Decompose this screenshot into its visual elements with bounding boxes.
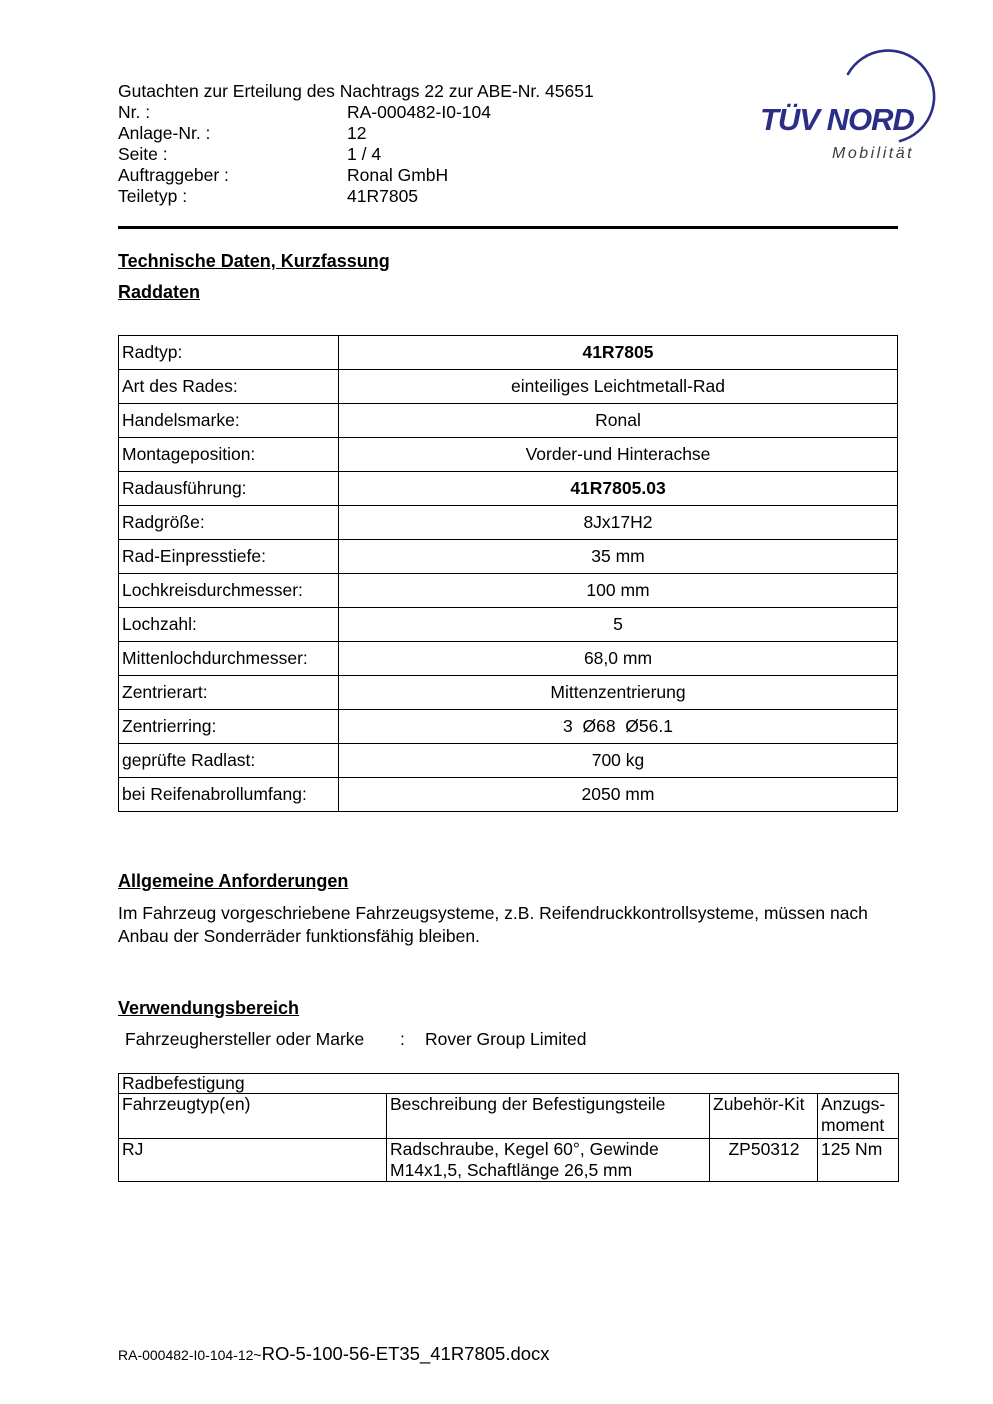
- table-row: [119, 506, 898, 540]
- row-label-cell: Art des Rades:: [119, 370, 339, 404]
- row-label-cell: Zentrierart:: [119, 676, 339, 710]
- cell-zubehoer-kit: ZP50312: [710, 1139, 818, 1182]
- table-row: [119, 642, 898, 676]
- logo-wordmark: TÜV NORD: [760, 102, 914, 137]
- row-label-cell: Lochkreisdurchmesser:: [119, 574, 339, 608]
- header-field-nr: [118, 102, 594, 123]
- row-label-cell: Zentrierring:: [119, 710, 339, 744]
- general-requirements-text: Im Fahrzeug vorgeschriebene Fahrzeugsysteme, z.B. Reifendruckkontrollsysteme, müssen nach Anbau der Sonderräder funktionsfähig bleiben.: [118, 903, 868, 946]
- fastening-caption-row: [119, 1074, 899, 1094]
- row-label-cell: geprüfte Radlast:: [119, 744, 339, 778]
- field-value: RA-000482-I0-104: [347, 102, 491, 122]
- row-value-cell: 8Jx17H2: [339, 506, 898, 540]
- row-label-cell: bei Reifenabrollumfang:: [119, 778, 339, 812]
- header-field-seite: [118, 144, 594, 165]
- row-value-cell: Ronal: [339, 404, 898, 438]
- usage-label: Fahrzeughersteller oder Marke: [125, 1029, 365, 1049]
- table-row: [119, 336, 898, 370]
- footer-filename: RO-5-100-56-ET35_41R7805.docx: [261, 1343, 550, 1364]
- field-label: Nr. :: [118, 102, 151, 122]
- fastening-header-row: [119, 1094, 899, 1139]
- row-label-cell: Radtyp:: [119, 336, 339, 370]
- cell-anzugsmoment: 125 Nm: [818, 1139, 899, 1182]
- row-label-cell: Mittenlochdurchmesser:: [119, 642, 339, 676]
- row-value-cell: 68,0 mm: [339, 642, 898, 676]
- header-field-anlage: [118, 123, 594, 144]
- row-value-cell: Mittenzentrierung: [339, 676, 898, 710]
- table-row: [119, 472, 898, 506]
- table-row: [119, 608, 898, 642]
- row-value-cell: Vorder-und Hinterachse: [339, 438, 898, 472]
- row-value-cell: 5: [339, 608, 898, 642]
- wheel-data-table: [118, 335, 898, 812]
- fastening-data-row: [119, 1139, 899, 1182]
- row-label-cell: Handelsmarke:: [119, 404, 339, 438]
- table-row: [119, 710, 898, 744]
- usage-colon: :: [400, 1029, 405, 1049]
- tuev-nord-logo: [752, 48, 952, 173]
- fastening-caption: Radbefestigung: [119, 1074, 899, 1094]
- row-value-cell: 700 kg: [339, 744, 898, 778]
- row-value-cell: 41R7805: [339, 336, 898, 370]
- field-value: 41R7805: [347, 186, 419, 206]
- row-value-cell: 100 mm: [339, 574, 898, 608]
- row-value-cell: 2050 mm: [339, 778, 898, 812]
- header-field-auftraggeber: [118, 165, 594, 186]
- field-label: Seite :: [118, 144, 168, 164]
- field-label: Auftraggeber :: [118, 165, 229, 185]
- field-value: Ronal GmbH: [347, 165, 449, 185]
- table-row: [119, 574, 898, 608]
- row-value-cell: 3 Ø68 Ø56.1: [339, 710, 898, 744]
- field-label: Anlage-Nr. :: [118, 123, 211, 143]
- row-value-cell: 41R7805.03: [339, 472, 898, 506]
- table-row: [119, 540, 898, 574]
- row-label-cell: Radausführung:: [119, 472, 339, 506]
- table-row: [119, 404, 898, 438]
- heading-allgemeine-anforderungen: Allgemeine Anforderungen: [118, 871, 349, 891]
- header-block: [118, 81, 594, 207]
- document-title: Gutachten zur Erteilung des Nachtrags 22 zur ABE-Nr. 45651: [118, 81, 594, 101]
- logo-tagline: Mobilität: [832, 145, 915, 162]
- wheel-fastening-table: [118, 1073, 899, 1182]
- table-row: [119, 438, 898, 472]
- col-header-fahrzeugtyp: Fahrzeugtyp(en): [119, 1094, 387, 1139]
- table-row: [119, 370, 898, 404]
- field-label: Teiletyp :: [118, 186, 188, 206]
- cell-beschreibung: Radschraube, Kegel 60°, Gewinde M14x1,5, Schaftlänge 26,5 mm: [387, 1139, 710, 1182]
- usage-line: [118, 1029, 586, 1050]
- row-value-cell: 35 mm: [339, 540, 898, 574]
- col-header-zubehoer-kit: Zubehör-Kit: [710, 1094, 818, 1139]
- heading-raddaten: Raddaten: [118, 282, 201, 302]
- field-value: 1 / 4: [347, 144, 382, 164]
- col-header-anzugsmoment: Anzugs-moment: [818, 1094, 899, 1139]
- footer: [118, 1343, 550, 1365]
- table-row: [119, 778, 898, 812]
- table-row: [119, 744, 898, 778]
- row-value-cell: einteiliges Leichtmetall-Rad: [339, 370, 898, 404]
- footer-reference-small: RA-000482-I0-104-12~: [118, 1347, 262, 1363]
- row-label-cell: Radgröße:: [119, 506, 339, 540]
- row-label-cell: Rad-Einpresstiefe:: [119, 540, 339, 574]
- col-header-beschreibung: Beschreibung der Befestigungsteile: [387, 1094, 710, 1139]
- header-field-teiletyp: [118, 186, 594, 207]
- row-label-cell: Lochzahl:: [119, 608, 339, 642]
- row-label-cell: Montageposition:: [119, 438, 339, 472]
- heading-verwendungsbereich: Verwendungsbereich: [118, 998, 300, 1018]
- field-value: 12: [347, 123, 367, 143]
- cell-fahrzeugtyp: RJ: [119, 1139, 387, 1182]
- table-row: [119, 676, 898, 710]
- header-divider-rule: [118, 226, 898, 229]
- heading-technische-daten: Technische Daten, Kurzfassung: [118, 251, 390, 271]
- usage-value: Rover Group Limited: [425, 1029, 587, 1049]
